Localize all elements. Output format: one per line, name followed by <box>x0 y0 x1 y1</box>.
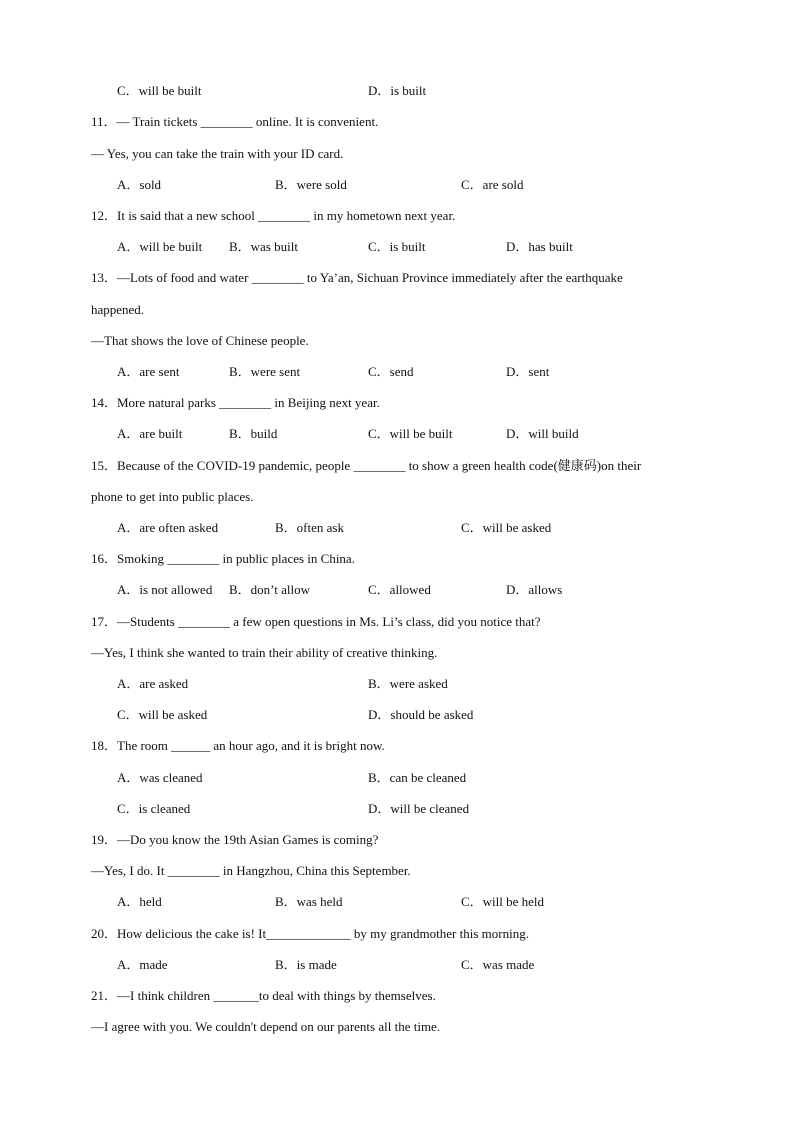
question-20: 20．How delicious the cake is! It_____________ by my grandmother this morning. <box>91 926 529 941</box>
option-19-a: A．held <box>117 894 162 909</box>
option-13-b: B．were sent <box>229 364 301 379</box>
option-19-c: C．will be held <box>461 894 545 909</box>
option-15-a: A．are often asked <box>117 520 219 535</box>
option-14-a: A．are built <box>117 426 183 441</box>
option-16-b: B．don’t allow <box>229 582 311 597</box>
question-21: 21．—I think children _______to deal with things by themselves. <box>91 988 436 1003</box>
option-20-c: C．was made <box>461 957 535 972</box>
option-18-c: C．is cleaned <box>117 801 191 816</box>
question-13-cont: happened. <box>91 302 145 317</box>
option-16-c: C．allowed <box>368 582 431 597</box>
option-18-a: A．was cleaned <box>117 770 203 785</box>
option-16-d: D．allows <box>506 582 563 597</box>
option-14-c: C．will be built <box>368 426 453 441</box>
option-13-d: D．sent <box>506 364 550 379</box>
option-11-a: A．sold <box>117 177 162 192</box>
question-15: 15．Because of the COVID-19 pandemic, people ________ to show a green health code(健康码)on their <box>91 458 642 473</box>
option-12-a: A．will be built <box>117 239 203 254</box>
question-15-cont: phone to get into public places. <box>91 489 254 504</box>
question-13: 13．—Lots of food and water ________ to Ya’an, Sichuan Province immediately after the earthquake <box>91 270 623 285</box>
option-12-d: D．has built <box>506 239 573 254</box>
question-12: 12．It is said that a new school ________ in my hometown next year. <box>91 208 456 223</box>
option-18-b: B．can be cleaned <box>368 770 467 785</box>
question-11-reply: — Yes, you can take the train with your ID card. <box>91 146 344 161</box>
question-14: 14．More natural parks ________ in Beijing next year. <box>91 395 380 410</box>
question-17-reply: —Yes, I think she wanted to train their ability of creative thinking. <box>91 645 438 660</box>
option-10-d: D．is built <box>368 83 427 98</box>
option-11-c: C．are sold <box>461 177 524 192</box>
option-16-a: A．is not allowed <box>117 582 213 597</box>
question-21-reply: —I agree with you. We couldn't depend on our parents all the time. <box>91 1019 441 1034</box>
option-15-b: B．often ask <box>275 520 344 535</box>
option-18-d: D．will be cleaned <box>368 801 470 816</box>
question-11: 11．— Train tickets ________ online. It is convenient. <box>91 114 379 129</box>
question-19-reply: —Yes, I do. It ________ in Hangzhou, China this September. <box>91 863 411 878</box>
option-17-b: B．were asked <box>368 676 448 691</box>
option-14-d: D．will build <box>506 426 579 441</box>
option-17-a: A．are asked <box>117 676 189 691</box>
question-18: 18．The room ______ an hour ago, and it is bright now. <box>91 738 385 753</box>
option-12-c: C．is built <box>368 239 426 254</box>
option-14-b: B．build <box>229 426 278 441</box>
question-19: 19．—Do you know the 19th Asian Games is coming? <box>91 832 379 847</box>
question-17: 17．—Students ________ a few open questions in Ms. Li’s class, did you notice that? <box>91 614 541 629</box>
option-20-a: A．made <box>117 957 168 972</box>
option-11-b: B．were sold <box>275 177 347 192</box>
question-16: 16．Smoking ________ in public places in China. <box>91 551 355 566</box>
option-12-b: B．was built <box>229 239 298 254</box>
option-17-c: C．will be asked <box>117 707 208 722</box>
option-19-b: B．was held <box>275 894 343 909</box>
question-13-reply: —That shows the love of Chinese people. <box>91 333 309 348</box>
option-20-b: B．is made <box>275 957 337 972</box>
option-17-d: D．should be asked <box>368 707 474 722</box>
option-13-a: A．are sent <box>117 364 180 379</box>
option-13-c: C．send <box>368 364 414 379</box>
option-15-c: C．will be asked <box>461 520 552 535</box>
option-10-c: C．will be built <box>117 83 202 98</box>
